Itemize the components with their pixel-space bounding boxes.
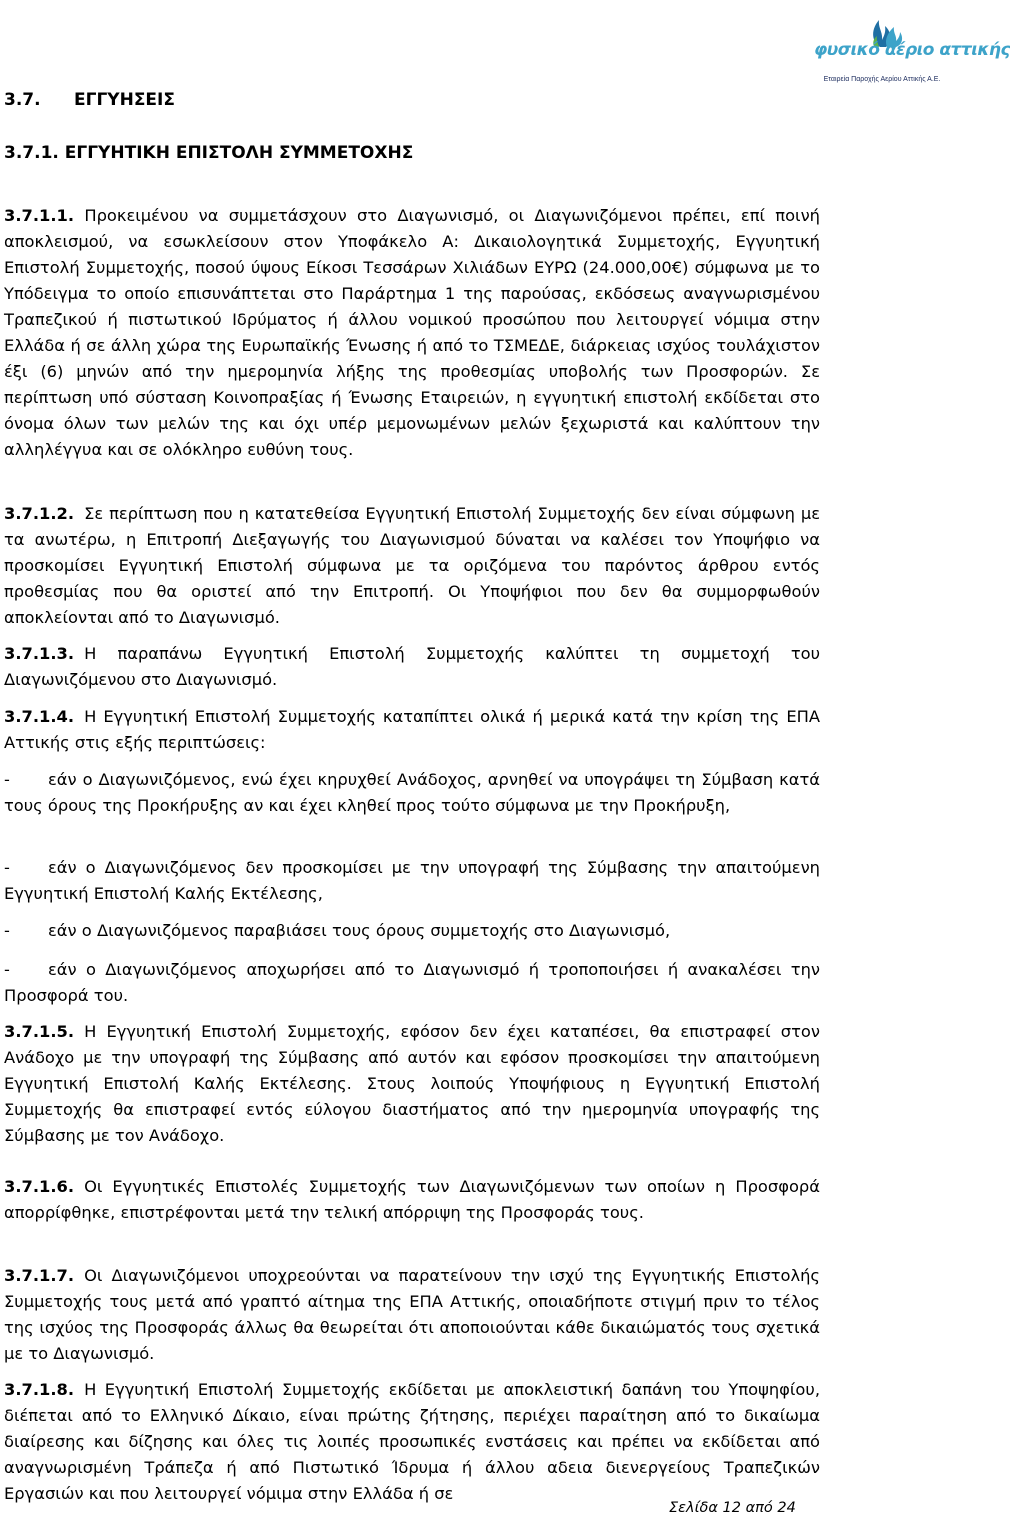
list-item [4,855,820,907]
paragraph-number: 3.7.1.8. [4,1380,75,1399]
page-footer: Σελίδα 12 από 24 [669,1500,796,1516]
paragraph-3-7-1-7 [4,1263,820,1367]
paragraph-text: Η Εγγυητική Επιστολή Συμμετοχής καταπίπτει ολικά ή μερικά κατά την κρίση της ΕΠΑ Αττικής στις εξής περιπτώσεις: [4,707,820,752]
section-heading [4,90,175,110]
paragraph-text: Σε περίπτωση που η κατατεθείσα Εγγυητική Επιστολή Συμμετοχής δεν είναι σύμφωνη με τα ανωτέρω, η Επιτροπή Διεξαγωγής του Διαγωνισμού δύναται να καλέσει τον Υποψήφιο να προσκομίσει Εγγυητική Επιστολή σύμφωνα με τα οριζόμενα του παρόντος άρθρου εντός προθεσμίας που θα οριστεί από την Επιτροπή. Οι Υποψήφιοι που δεν θα συμμορφωθούν αποκλείονται από το Διαγωνισμό. [4,504,820,627]
list-item-text: εάν ο Διαγωνιζόμενος αποχωρήσει από το Διαγωνισμό ή τροποποιήσει ή ανακαλέσει την Προσφορά του. [4,960,820,1005]
paragraph-text: Η Εγγυητική Επιστολή Συμμετοχής εκδίδεται με αποκλειστική δαπάνη του Υποψηφίου, διέπεται από το Ελληνικό Δίκαιο, είναι πρώτης ζήτησης, περιέχει παραίτηση από το δικαίωμα διαίρεσης και δίζησης και όλες τις λοιπές προσωπικές ενστάσεις και πρέπει να εκδίδεται από αναγνωρισμένη Τράπεζα ή από Πιστωτικό Ίδρυμα ή άλλου αδεια διενεργείους Τραπεζικών Εργασιών και που λειτουργεί νόμιμα στην Ελλάδα ή σε [4,1380,820,1503]
list-dash: - [4,960,10,979]
paragraph-3-7-1-2 [4,501,820,631]
paragraph-number: 3.7.1.5. [4,1022,75,1041]
list-item [4,918,820,944]
paragraph-3-7-1-5 [4,1019,820,1149]
list-item-text: εάν ο Διαγωνιζόμενος δεν προσκομίσει με την υπογραφή της Σύμβασης την απαιτούμενη Εγγυητική Επιστολή Καλής Εκτέλεσης, [4,858,820,903]
paragraph-number: 3.7.1.7. [4,1266,75,1285]
list-item [4,957,820,1009]
section-number: 3.7. [4,90,41,110]
paragraph-3-7-1-6 [4,1174,820,1226]
paragraph-number: 3.7.1.6. [4,1177,75,1196]
paragraph-number: 3.7.1.3. [4,644,75,663]
subsection-heading: 3.7.1. ΕΓΓΥΗΤΙΚΗ ΕΠΙΣΤΟΛΗ ΣΥΜΜΕΤΟΧΗΣ [4,143,414,163]
paragraph-number: 3.7.1.2. [4,504,75,523]
paragraph-text: Η Εγγυητική Επιστολή Συμμετοχής, εφόσον δεν έχει καταπέσει, θα επιστραφεί στον Ανάδοχο με την υπογραφή της Σύμβασης από αυτόν και εφόσον προσκομίσει την απαιτούμενη Εγγυητική Επιστολή Καλής Εκτέλεσης. Στους λοιπούς Υποψήφιους η Εγγυητική Επιστολή Συμμετοχής θα επιστραφεί εντός εύλογου διαστήματος από την ημερομηνία υπογραφής της Σύμβασης με τον Ανάδοχο. [4,1022,820,1145]
paragraph-3-7-1-8 [4,1377,820,1503]
paragraph-number: 3.7.1.4. [4,707,75,726]
paragraph-3-7-1-1 [4,203,820,463]
list-dash: - [4,921,10,940]
paragraph-text: Η παραπάνω Εγγυητική Επιστολή Συμμετοχής καλύπτει τη συμμετοχή του Διαγωνιζόμενου στο Διαγωνισμό. [4,644,820,689]
paragraph-3-7-1-4 [4,704,820,756]
list-dash: - [4,858,10,877]
list-dash: - [4,770,10,789]
list-item-text: εάν ο Διαγωνιζόμενος παραβιάσει τους όρους συμμετοχής στο Διαγωνισμό, [48,921,671,940]
paragraph-number: 3.7.1.1. [4,206,75,225]
list-item-text: εάν ο Διαγωνιζόμενος, ενώ έχει κηρυχθεί Ανάδοχος, αρνηθεί να υπογράψει τη Σύμβαση κατά τους όρους της Προκήρυξης αν και έχει κληθεί προς τούτο σύμφωνα με την Προκήρυξη, [4,770,820,815]
paragraph-3-7-1-3 [4,641,820,693]
paragraph-text: Οι Διαγωνιζόμενοι υποχρεούνται να παρατείνουν την ισχύ της Εγγυητικής Επιστολής Συμμετοχής τους μετά από γραπτό αίτημα της ΕΠΑ Αττικής, οποιαδήποτε στιγμή πριν το τέλος της ισχύος της Προσφοράς άλλως θα θεωρείται ότι αποποιούνται κάθε δικαιώματός τους σχετικά με το Διαγωνισμό. [4,1266,820,1363]
logo-subtitle: Εταιρεία Παροχής Αερίου Αττικής Α.Ε. [823,76,941,83]
logo-name: φυσικό αέριο αττικής [814,40,1010,60]
company-logo [806,14,1010,84]
section-title: ΕΓΓΥΗΣΕΙΣ [74,90,175,110]
list-item [4,767,820,819]
paragraph-text: Οι Εγγυητικές Επιστολές Συμμετοχής των Διαγωνιζόμενων των οποίων η Προσφορά απορρίφθηκε, επιστρέφονται μετά την τελική απόρριψη της Προσφοράς τους. [4,1177,820,1222]
paragraph-text: Προκειμένου να συμμετάσχουν στο Διαγωνισμό, οι Διαγωνιζόμενοι πρέπει, επί ποινή αποκλεισμού, να εσωκλείσουν στον Υποφάκελο Α: Δικαιολογητικά Συμμετοχής, Εγγυητική Επιστολή Συμμετοχής, ποσού ύψους Είκοσι Τεσσάρων Χιλιάδων ΕΥΡΩ (24.000,00€) σύμφωνα με το Υπόδειγμα το οποίο επισυνάπτεται στο Παράρτημα 1 της παρούσας, εκδόσεως αναγνωρισμένου Τραπεζικού ή πιστωτικού Ιδρύματος ή άλλου νομικού προσώπου που λειτουργεί νόμιμα στην Ελλάδα ή σε άλλη χώρα της Ευρωπαϊκής Ένωσης ή από το ΤΣΜΕΔΕ, διάρκειας ισχύος τουλάχιστον έξι (6) μηνών από την ημερομηνία λήξης της προθεσμίας υποβολής των Προσφορών. Σε περίπτωση υπό σύσταση Κοινοπραξίας ή Ένωσης Εταιρειών, η εγγυητική επιστολή εκδίδεται στο όνομα όλων των μελών της και όχι υπέρ μεμονωμένων μελών ξεχωριστά και καλύπτουν την αλληλέγγυα και σε ολόκληρο ευθύνη τους. [4,206,820,459]
